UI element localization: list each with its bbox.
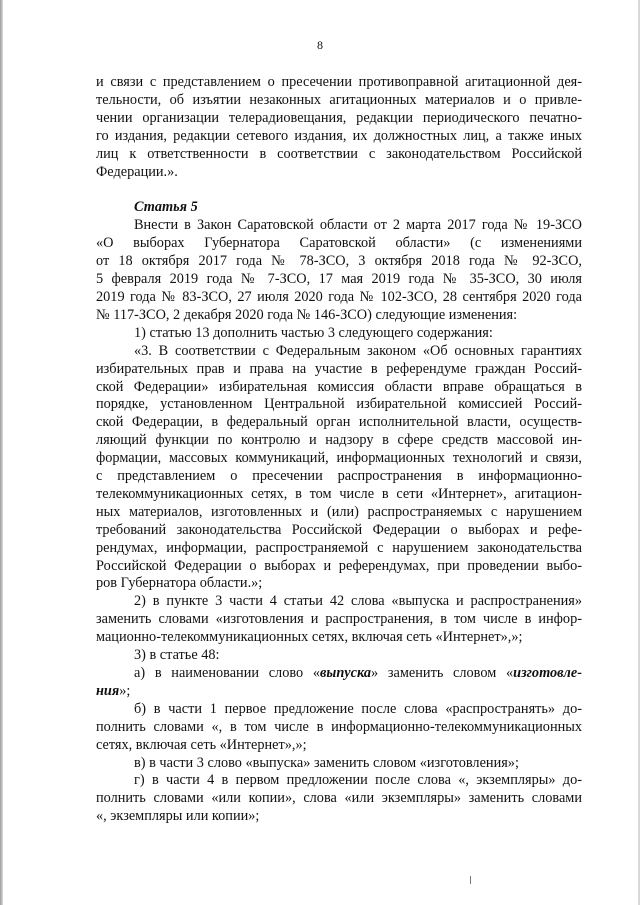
emphasized-word: выпуска: [320, 665, 372, 681]
item-3: 3) в статье 48:: [134, 647, 220, 664]
quoted-part-3: [96, 343, 582, 594]
text-line: ляющий функции по контролю и надзору в сфере средств массовой ин-: [96, 432, 582, 449]
text-line: заменить словами «изготовления и распространения, в том числе в инфор-: [96, 611, 582, 628]
text-line: № 117-ЗСО, 2 декабря 2020 года № 146-ЗСО) следующие изменения:: [96, 306, 518, 323]
text-line: порядке, установленном Центральной избирательной комиссией Россий-: [96, 396, 582, 413]
text-line: ных материалов, изготовленных и (или) распространяемых с нарушением: [96, 503, 582, 520]
text-line: 2019 года № 83-ЗСО, 27 июля 2020 года № 102-ЗСО, 28 сентября 2020 года: [96, 288, 582, 305]
article-intro: [96, 217, 582, 324]
text-line: го издания, редакции сетевого издания, их должностных лиц, а также иных: [96, 127, 582, 144]
subitem-a: [96, 665, 582, 701]
page-number: 8: [317, 38, 323, 52]
text-line: ской Федерации» избирательная комиссия области вправе обращаться в: [96, 378, 582, 395]
text-line: полнить словами «или копии», слова «или экземпляры» заменить словами: [96, 790, 582, 807]
text-line: Федерации.».: [96, 163, 178, 180]
text-line: сетях, включая сеть «Интернет»,»;: [96, 736, 307, 753]
text-line: требований законодательства Российской Федерации о выборах и рефе-: [96, 521, 582, 538]
text-line: 2) в пункте 3 части 4 статьи 42 слова «выпуска и распространения»: [134, 593, 582, 610]
text-line: б) в части 1 первое предложение после слова «распространять» до-: [134, 700, 582, 717]
emphasized-word: изготовле-: [513, 665, 582, 681]
text-line: 5 февраля 2019 года № 7-ЗСО, 17 мая 2019 года № 35-ЗСО, 30 июля: [96, 271, 582, 288]
text-line: ров Губернатора области.»;: [96, 575, 263, 592]
text-line: мационно-телекоммуникационных сетях, включая сеть «Интернет»,»;: [96, 629, 523, 646]
document-body: [96, 74, 582, 826]
text-line: избирательных прав и права на участие в референдуме граждан Россий-: [96, 360, 582, 377]
text-line: «3. В соответствии с Федеральным законом «Об основных гарантиях: [134, 342, 582, 359]
article-heading: Статья 5: [134, 199, 198, 216]
text-line: «О выборах Губернатора Саратовской области» (с изменениями: [96, 235, 582, 252]
text-fragment: а) в наименовании слово «: [134, 665, 321, 681]
subitem-d: [96, 772, 582, 826]
text-line: от 18 октября 2017 года № 78-ЗСО, 3 октября 2018 года № 92-ЗСО,: [96, 253, 582, 270]
text-fragment: » заменить словом «: [371, 665, 514, 681]
text-line: г) в части 4 в первом предложении после слова «, экземпляры» до-: [134, 772, 582, 789]
text-line: чении организации телерадиовещания, редакции периодического печатно-: [96, 109, 582, 126]
text-line: «, экземпляры или копии»;: [96, 808, 260, 825]
text-line: полнить словами «, в том числе в информационно-телекоммуникационных: [96, 718, 582, 735]
spacer: [96, 181, 582, 199]
text-line: телекоммуникационных сетях, в том числе в сети «Интернет», агитацион-: [96, 485, 582, 502]
text-line: с представлением о пресечении распространения в информационно-: [96, 468, 582, 485]
text-fragment: »;: [119, 682, 131, 699]
scan-edge-left: [0, 0, 3, 905]
text-line: тельности, об изъятии незаконных агитационных материалов и о привле-: [96, 91, 582, 108]
item-1: 1) статью 13 дополнить частью 3 следующего содержания:: [134, 324, 493, 341]
text-line: ской Федерации, в федеральный орган исполнительной власти, осуществ-: [96, 414, 582, 431]
text-line: и связи с представлением о пресечении противоправной агитационной дея-: [96, 74, 582, 90]
scan-mark: [470, 876, 471, 884]
subitem-c: в) в части 3 слово «выпуска» заменить словом «изготовления»;: [134, 754, 519, 771]
continuation-paragraph: [96, 74, 582, 181]
text-line: формации, массовых коммуникаций, информационных технологий и связи,: [96, 450, 582, 467]
subitem-b: [96, 701, 582, 755]
text-line: Российской Федерации о выборах и референдумах, при проведении выбо-: [96, 557, 582, 574]
text-line: лиц к ответственности в соответствии с законодательством Российской: [96, 145, 582, 162]
text-line: рендумах, информации, распространяемой с нарушением законодательства: [96, 539, 582, 556]
text-line: [96, 683, 582, 701]
text-line: Внести в Закон Саратовской области от 2 марта 2017 года № 19-ЗСО: [134, 217, 582, 234]
emphasized-word: ния: [96, 682, 120, 699]
text-line: [96, 665, 582, 683]
item-2: [96, 593, 582, 647]
